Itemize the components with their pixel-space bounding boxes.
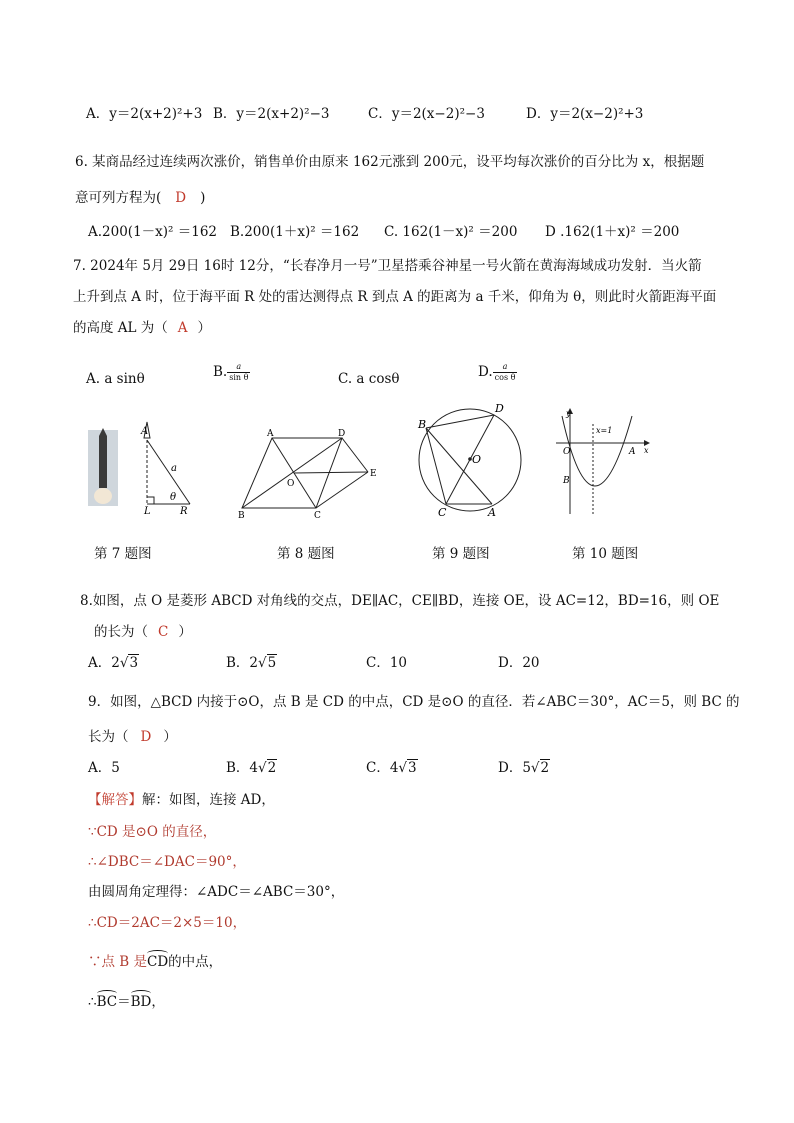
rocket-body (99, 436, 107, 488)
q7-option-a: A. a sinθ (86, 371, 145, 387)
q6-option-b: B.200(1＋x)² ＝162 (230, 224, 360, 240)
fig8-label-A: A (267, 429, 274, 439)
figure-7-caption: 第 7 题图 (94, 546, 152, 562)
fig9-label-O: O (472, 453, 482, 466)
fig10-label-x-equals-1: x=1 (596, 426, 613, 435)
fig10-label-x: x (644, 446, 649, 455)
q9-option-c: C．4√3 (366, 760, 417, 776)
fig8-label-B: B (238, 511, 245, 520)
solution-line-3: ∴∠DBC＝∠DAC＝90°， (88, 854, 246, 870)
hypotenuse-AR (147, 440, 190, 504)
q6-option-c: C. 162(1－x)² ＝200 (384, 224, 518, 240)
figure-7 (86, 418, 206, 518)
q7-option-b: B. $\frac{a}{\text{sin θ}}$ (213, 362, 249, 382)
segment-DE (342, 438, 368, 472)
q9-option-a: A．5 (88, 760, 120, 776)
q9-answer: D (140, 729, 152, 745)
q8-answer: C (158, 624, 169, 640)
q9-option-d: D．5√2 (498, 760, 550, 776)
solution-line-1: 【解答】解：如图，连接 AD， (88, 792, 275, 808)
fig8-label-E: E (370, 469, 377, 479)
q5-option-c: C．y＝2(x−2)²−3 (368, 106, 485, 122)
q9-option-b: B．4√2 (226, 760, 277, 776)
q7-answer: A (177, 320, 188, 336)
solution-line-2: ∵CD 是⊙O 的直径， (88, 824, 217, 840)
q7-option-d: D. $\frac{a}{\text{cos θ}}$ (478, 362, 516, 382)
fig10-label-O: O (563, 447, 571, 457)
q8-stem-line1: 8.如图，点 O 是菱形 ABCD 对角线的交点，DE∥AC，CE∥BD，连接 OE，设 AC=12，BD=16，则 OE (80, 593, 720, 609)
fig7-label-A: A (141, 426, 149, 437)
solution-line-6: ∵点 B 是CD的中点， (88, 954, 223, 970)
q8-stem-line2: 的长为（ C ） (94, 624, 192, 640)
arc-BC: BC (96, 994, 118, 1010)
figure-10 (556, 406, 656, 518)
q9-stem-line2: 长为（ D ） (88, 729, 177, 745)
q5-option-a: A．y＝2(x+2)²+3 (86, 106, 203, 122)
fig7-label-L: L (144, 506, 151, 517)
fig7-label-R: R (180, 506, 188, 517)
arc-BD: BD (130, 994, 152, 1010)
q6-stem-line1: 6. 某商品经过连续两次涨价，销售单价由原来 162元涨到 200元，设平均每次涨价的百分比为 x，根据题 (75, 154, 705, 170)
q8-option-a: A．2√3 (88, 655, 139, 671)
q7-stem-line1: 7. 2024年 5月 29日 16时 12分，“长春净月一号”卫星搭乘谷神星一号火箭在黄海海域成功发射．当火箭 (73, 258, 702, 274)
q6-option-a: A.200(1－x)² ＝162 (88, 224, 218, 240)
fig8-label-D: D (338, 429, 346, 439)
segment-OE (294, 472, 368, 473)
q8-option-d: D．20 (498, 655, 540, 671)
fig9-label-D: D (495, 402, 504, 415)
fig7-label-a: a (171, 463, 177, 474)
fig10-label-y: y (566, 409, 571, 418)
fig9-label-A: A (488, 506, 496, 519)
figure-8 (236, 428, 386, 520)
solution-line-4: 由圆周角定理得：∠ADC＝∠ABC＝30°， (88, 884, 345, 900)
figure-10-caption: 第 10 题图 (572, 546, 639, 562)
figure-9-caption: 第 9 题图 (432, 546, 490, 562)
q5-option-d: D．y＝2(x−2)²+3 (526, 106, 644, 122)
q7-option-c: C. a cosθ (338, 371, 400, 387)
q5-option-b: B．y＝2(x+2)²−3 (213, 106, 330, 122)
q7-stem-line3: 的高度 AL 为（ A ） (73, 320, 212, 336)
q8-option-c: C．10 (366, 655, 408, 671)
q8-option-b: B．2√5 (226, 655, 277, 671)
fig8-label-O: O (287, 479, 295, 489)
arc-CD: CD (147, 954, 169, 970)
solution-heading: 【解答】 (88, 792, 142, 808)
rocket-exhaust (94, 488, 112, 504)
q7-stem-line2: 上升到点 A 时，位于海平面 R 处的雷达测得点 R 到点 A 的距离为 a 千米，仰角为 θ，则此时火箭距海平面 (73, 289, 717, 305)
fig7-label-theta: θ (170, 492, 177, 503)
fig8-label-C: C (314, 511, 321, 520)
solution-line-5: ∴CD＝2AC＝2×5＝10， (88, 915, 247, 931)
fig9-label-B: B (418, 418, 427, 431)
fig10-label-A: A (629, 447, 636, 457)
figure-8-caption: 第 8 题图 (277, 546, 335, 562)
figure-9 (412, 400, 528, 522)
q6-stem-line2: 意可列方程为( D ) (75, 190, 206, 206)
q9-stem-line1: 9．如图，△BCD 内接于⊙O，点 B 是 CD 的中点，CD 是⊙O 的直径．若∠ABC＝30°，AC＝5，则 BC 的 (88, 694, 740, 710)
q6-answer: D (175, 190, 187, 206)
segment-CE (316, 472, 368, 508)
fig9-label-C: C (438, 506, 447, 519)
q6-option-d: D .162(1＋x)² ＝200 (545, 224, 680, 240)
solution-line-7: ∴BC＝BD， (88, 994, 165, 1010)
fig10-label-B: B (563, 476, 570, 486)
right-angle-mark (147, 497, 154, 504)
